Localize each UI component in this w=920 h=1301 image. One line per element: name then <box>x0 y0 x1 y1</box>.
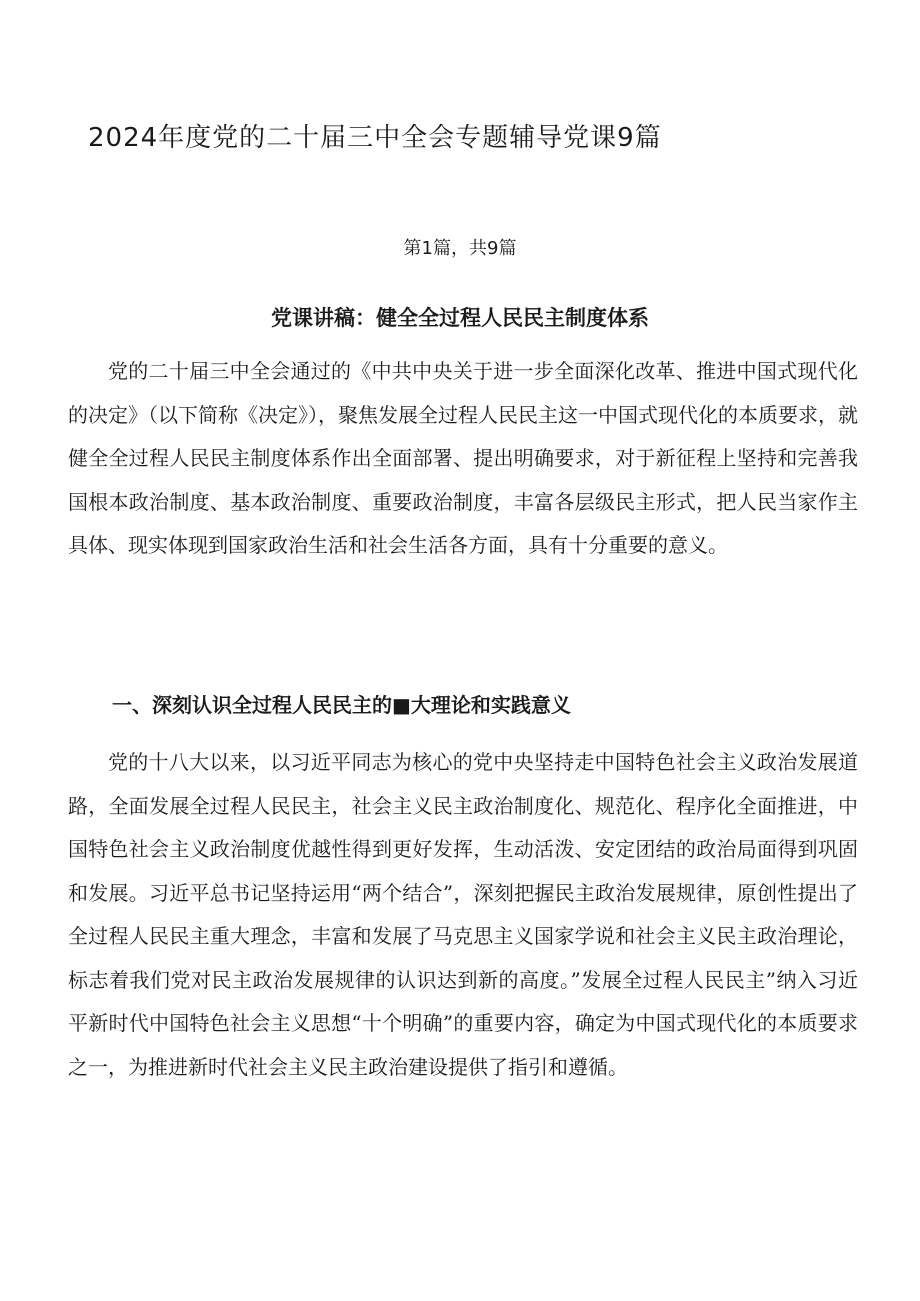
section-title: 党课讲稿：健全全过程人民民主制度体系 <box>271 306 649 330</box>
part-label: 第1篇，共9篇 <box>403 238 517 259</box>
heading-one: 一、深刻认识全过程人民民主的■大理论和实践意义 <box>112 693 571 717</box>
document-title: 2024年度党的二十届三中全会专题辅导党课9篇 <box>88 123 662 153</box>
paragraph-intro: 党的二十届三中全会通过的《中共中央关于进一步全面深化改革、推进中国式现代化的决定》（以下简称《决定》），聚焦发展全过程人民民主这一中国式现代化的本质要求，就健全全过程人民民主制度体系作出全面部署、提出明确要求，对于新征程上坚持和完善我国根本政治制度、基本政治制度、重要政治制度，丰富各层级民主形式，把人民当家作主具体、现实体现到国家政治生活和社会生活各方面，具有十分重要的意义。 <box>68 359 858 557</box>
paragraph-body: 党的十八大以来，以习近平同志为核心的党中央坚持走中国特色社会主义政治发展道路，全面发展全过程人民民主，社会主义民主政治制度化、规范化、程序化全面推进，中国特色社会主义政治制度优越性得到更好发挥，生动活泼、安定团结的政治局面得到巩固和发展。习近平总书记坚持运用“两个结合”，深刻把握民主政治发展规律，原创性提出了全过程人民民主重大理念，丰富和发展了马克思主义国家学说和社会主义民主政治理论，标志着我们党对民主政治发展规律的认识达到新的高度。”发展全过程人民民主”纳入习近平新时代中国特色社会主义思想“十个明确”的重要内容，确定为中国式现代化的本质要求之一，为推进新时代社会主义民主政治建设提供了指引和遵循。 <box>68 750 858 1079</box>
